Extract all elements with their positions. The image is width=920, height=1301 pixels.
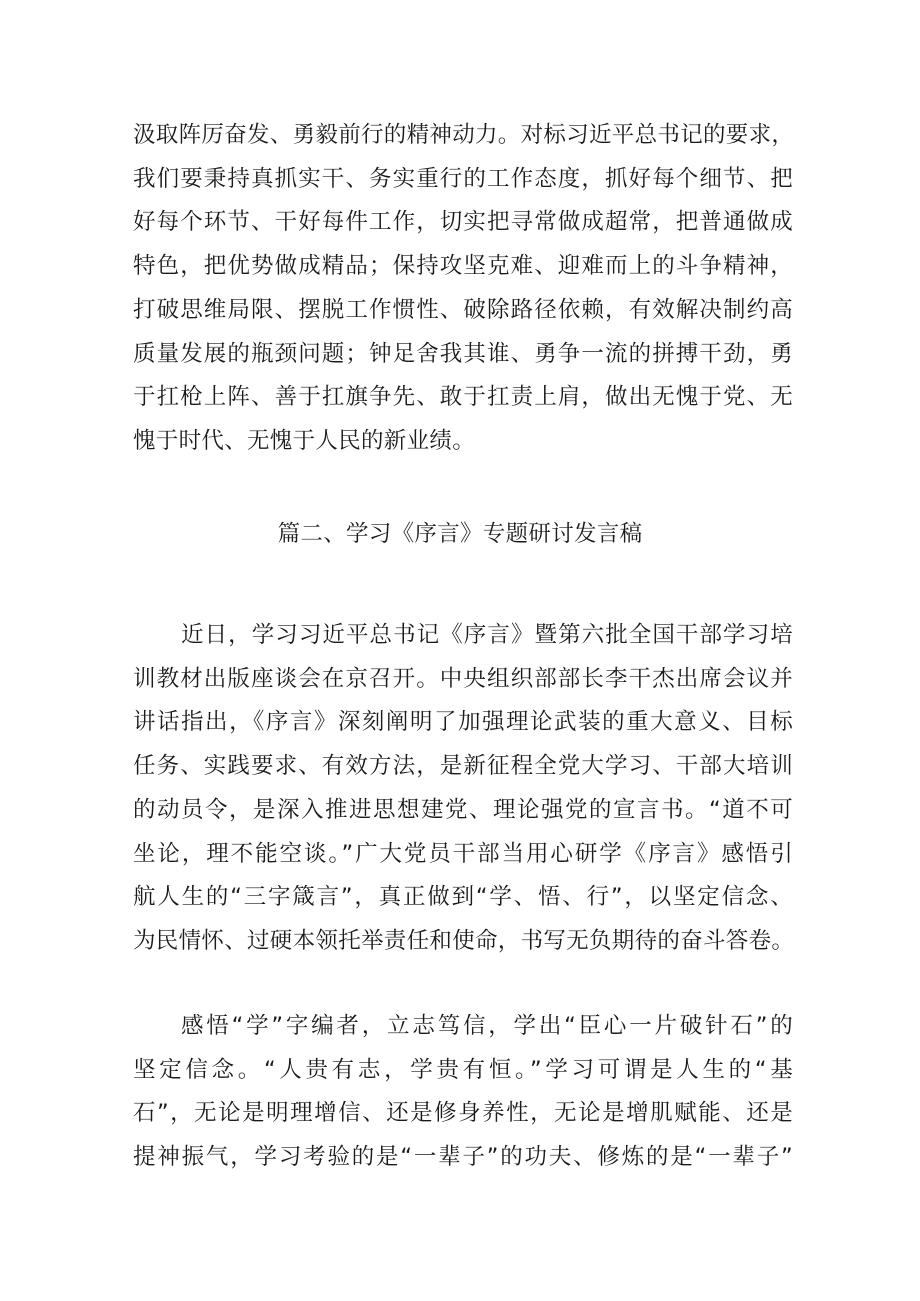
paragraph-3 [133,1005,793,1180]
paragraph-2 [133,614,793,964]
paragraph-line: 近日，学习习近平总书记《序言》暨第六批全国干部学习培 [181,622,793,648]
section-heading: 篇二、学习《序言》专题研讨发言稿 [277,521,643,547]
paragraph-line: 讲话指出，《序言》深刻阐明了加强理论武装的重大意义、目标 [133,709,793,736]
paragraph-line: 训教材出版座谈会在京召开。中央组织部部长李干杰出席会议并 [133,665,793,692]
paragraph-line: 特色，把优势做成精品；保持攻坚克难、迎难而上的斗争精神， [133,253,793,280]
paragraph-line: 为民情怀、过硬本领托举责任和使命，书写无负期待的奋斗答卷。 [133,927,795,954]
paragraph-line: 我们要秉持真抓实干、务实重行的工作态度，抓好每个细节、把 [133,165,793,192]
paragraph-line: 石”，无论是明理增信、还是修身养性，无论是增肌赋能、还是 [133,1100,793,1127]
paragraph-line: 好每个环节、干好每件工作，切实把寻常做成超常，把普通做成 [133,209,793,236]
paragraph-line: 提神振气，学习考验的是“一辈子”的功夫、修炼的是“一辈子” [133,1144,793,1171]
paragraph-line: 质量发展的瓶颈问题；钟足舍我其谁、勇争一流的拼搏干劲，勇 [133,340,793,367]
paragraph-line: 坚定信念。“人贵有志，学贵有恒。”学习可谓是人生的“基 [133,1056,793,1083]
paragraph-1 [133,114,793,464]
paragraph-line: 任务、实践要求、有效方法，是新征程全党大学习、干部大培训 [133,753,793,780]
paragraph-line: 汲取阵厉奋发、勇毅前行的精神动力。对标习近平总书记的要求， [133,122,795,148]
paragraph-line: 航人生的“三字箴言”，真正做到“学、悟、行”，以坚定信念、 [133,884,793,911]
paragraph-line: 愧于时代、无愧于人民的新业绩。 [133,427,476,454]
paragraph-line: 坐论，理不能空谈。”广大党员干部当用心研学《序言》感悟引 [133,840,793,867]
paragraph-line: 感悟“学”字编者，立志笃信，学出“臣心一片破针石”的 [181,1013,793,1039]
paragraph-line: 的动员令，是深入推进思想建党、理论强党的宣言书。“道不可 [133,796,793,823]
paragraph-line: 打破思维局限、摆脱工作惯性、破除路径依赖，有效解决制约高 [133,296,793,323]
paragraph-line: 于扛枪上阵、善于扛旗争先、敢于扛责上肩，做出无愧于党、无 [133,384,793,411]
